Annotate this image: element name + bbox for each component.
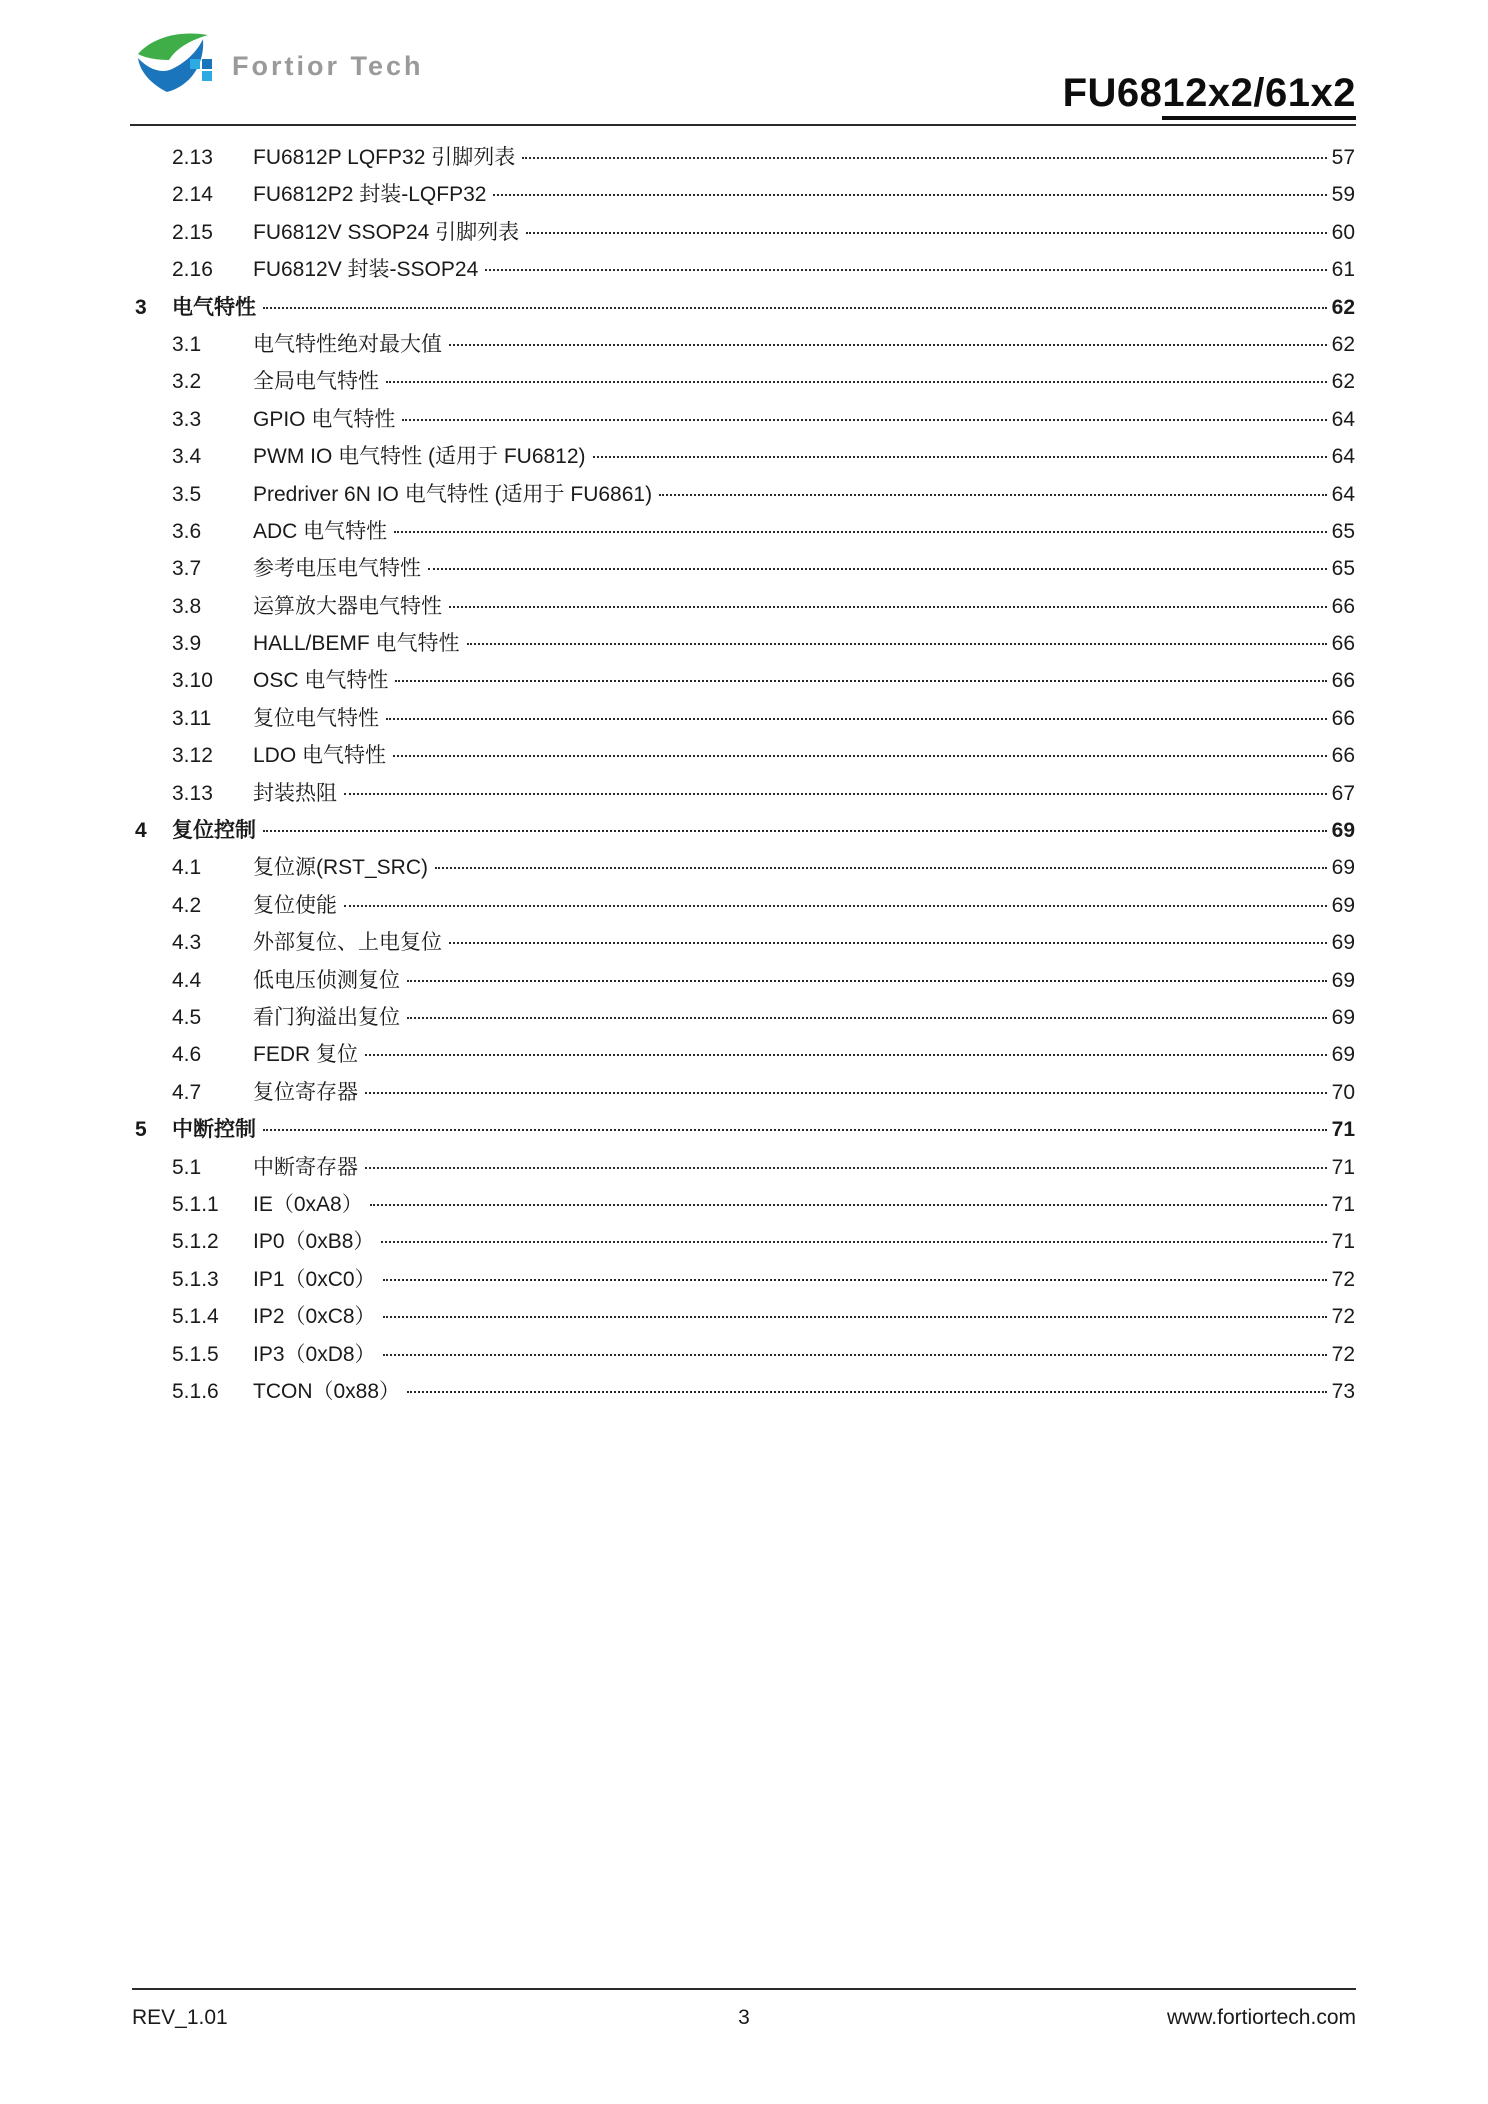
toc-row[interactable] <box>135 401 1355 438</box>
toc-entry-number: 3.4 <box>172 445 202 469</box>
toc-entry-number: 2.16 <box>172 258 213 282</box>
toc-entry-page: 62 <box>1331 370 1355 394</box>
toc-entry-number: 3.5 <box>172 482 202 506</box>
toc-dot-leader <box>449 606 1327 608</box>
toc-entry-title: 封装热阻 <box>253 781 337 805</box>
toc-row[interactable] <box>135 625 1355 662</box>
toc-entry-page: 69 <box>1331 1043 1355 1067</box>
toc-entry-number: 3.12 <box>172 744 213 768</box>
footer-website: www.fortiortech.com <box>1166 2006 1356 2029</box>
toc-entry-page: 71 <box>1331 1192 1355 1216</box>
toc-entry-page: 69 <box>1331 856 1355 880</box>
toc-entry-page: 73 <box>1331 1379 1355 1403</box>
toc-entry-page: 65 <box>1331 519 1355 543</box>
toc-entry-number: 4.6 <box>172 1043 202 1067</box>
toc-entry-title: Predriver 6N IO 电气特性 (适用于 FU6861) <box>253 482 653 506</box>
toc-dot-leader <box>485 269 1326 271</box>
toc-dot-leader <box>393 755 1327 757</box>
toc-entry-number: 3.13 <box>172 781 213 805</box>
toc-dot-leader <box>383 1316 1327 1318</box>
footer-page-number: 3 <box>738 2006 750 2029</box>
toc-entry-number: 3.2 <box>172 370 202 394</box>
toc-entry-title: FU6812P LQFP32 引脚列表 <box>253 146 516 169</box>
toc-entry-number: 4.7 <box>172 1080 202 1104</box>
toc-entry-page: 59 <box>1331 183 1355 207</box>
toc-entry-number: 5.1.6 <box>172 1379 219 1403</box>
toc-entry-number: 3.3 <box>172 407 202 431</box>
doc-title-underlined: 12x2/61x2 <box>1162 71 1356 120</box>
toc-entry-title: HALL/BEMF 电气特性 <box>253 632 460 656</box>
toc-entry-number: 5.1.5 <box>172 1342 219 1366</box>
toc-dot-leader <box>526 232 1327 234</box>
toc-entry-title: TCON（0x88） <box>253 1379 401 1403</box>
toc-entry-page: 69 <box>1331 893 1355 917</box>
toc-entry-page: 71 <box>1331 1118 1355 1142</box>
toc-dot-leader <box>263 307 1327 309</box>
toc-dot-leader <box>394 531 1326 533</box>
toc-row[interactable] <box>135 289 1355 326</box>
toc-dot-leader <box>344 905 1327 907</box>
toc-row[interactable] <box>135 1036 1355 1073</box>
toc-entry-title: 看门狗溢出复位 <box>253 1005 400 1029</box>
toc-entry-page: 66 <box>1331 632 1355 656</box>
toc-row[interactable] <box>135 999 1355 1036</box>
toc-entry-number: 3.10 <box>172 669 213 693</box>
toc-entry-number: 2.13 <box>172 146 213 169</box>
toc-entry-number: 3.9 <box>172 632 202 656</box>
toc-row[interactable] <box>135 700 1355 737</box>
fortior-logo <box>132 28 424 104</box>
toc-entry-title: FEDR 复位 <box>253 1043 358 1067</box>
toc-row[interactable] <box>135 139 1355 176</box>
toc-entry-number: 4.5 <box>172 1005 202 1029</box>
doc-title-prefix: FU68 <box>1062 71 1163 115</box>
toc-dot-leader <box>407 1391 1327 1393</box>
toc-entry-page: 69 <box>1331 1005 1355 1029</box>
toc-dot-leader <box>383 1279 1327 1281</box>
toc-row[interactable] <box>135 214 1355 251</box>
toc-row[interactable] <box>135 662 1355 699</box>
toc-row[interactable] <box>135 513 1355 550</box>
toc-entry-page: 60 <box>1331 220 1355 244</box>
toc-row[interactable] <box>135 812 1355 849</box>
toc-row[interactable] <box>135 849 1355 886</box>
table-of-contents <box>135 128 1355 1410</box>
toc-row[interactable] <box>135 1186 1355 1223</box>
toc-entry-title: 复位使能 <box>253 893 337 917</box>
toc-entry-page: 62 <box>1331 295 1355 319</box>
toc-entry-page: 71 <box>1331 1230 1355 1254</box>
toc-entry-title: IP1（0xC0） <box>253 1267 376 1291</box>
toc-dot-leader <box>593 456 1327 458</box>
toc-entry-title: LDO 电气特性 <box>253 744 387 768</box>
toc-entry-number: 3.6 <box>172 519 202 543</box>
toc-entry-page: 64 <box>1331 482 1355 506</box>
toc-entry-page: 66 <box>1331 669 1355 693</box>
toc-entry-number: 4 <box>135 819 147 843</box>
toc-dot-leader <box>263 1129 1327 1131</box>
toc-entry-number: 4.3 <box>172 931 202 955</box>
toc-entry-number: 3.8 <box>172 594 202 618</box>
toc-entry-title: 复位源(RST_SRC) <box>253 856 429 880</box>
toc-entry-page: 71 <box>1331 1155 1355 1179</box>
toc-entry-title: 复位控制 <box>172 819 256 843</box>
toc-entry-title: ADC 电气特性 <box>253 519 388 543</box>
toc-row[interactable] <box>135 737 1355 774</box>
toc-entry-page: 67 <box>1331 781 1355 805</box>
toc-entry-title: 运算放大器电气特性 <box>253 594 442 618</box>
toc-entry-page: 72 <box>1331 1305 1355 1329</box>
toc-row[interactable] <box>135 1111 1355 1148</box>
toc-entry-page: 64 <box>1331 407 1355 431</box>
toc-dot-leader <box>263 830 1327 832</box>
toc-entry-page: 69 <box>1331 819 1355 843</box>
toc-row[interactable] <box>135 887 1355 924</box>
toc-entry-number: 4.2 <box>172 893 202 917</box>
toc-row[interactable] <box>135 438 1355 475</box>
toc-dot-leader <box>395 680 1326 682</box>
toc-dot-leader <box>659 494 1327 496</box>
toc-entry-number: 3.11 <box>172 706 212 730</box>
toc-dot-leader <box>370 1204 1327 1206</box>
toc-row[interactable] <box>135 1261 1355 1298</box>
doc-title <box>1063 71 1356 116</box>
toc-dot-leader <box>386 381 1327 383</box>
toc-entry-title: 低电压侦测复位 <box>253 968 400 992</box>
page-footer <box>132 1988 1356 2030</box>
toc-entry-page: 66 <box>1331 706 1355 730</box>
toc-entry-title: GPIO 电气特性 <box>253 407 396 431</box>
toc-row[interactable] <box>135 363 1355 400</box>
toc-dot-leader <box>365 1054 1327 1056</box>
toc-entry-number: 4.1 <box>172 856 202 880</box>
toc-dot-leader <box>522 157 1326 159</box>
toc-dot-leader <box>381 1241 1326 1243</box>
toc-entry-title: IP2（0xC8） <box>253 1305 376 1329</box>
toc-row[interactable] <box>135 476 1355 513</box>
toc-dot-leader <box>344 793 1327 795</box>
toc-entry-page: 69 <box>1331 968 1355 992</box>
fortior-logo-icon <box>132 28 216 104</box>
toc-entry-title: 全局电气特性 <box>253 370 379 394</box>
toc-entry-title: IP0（0xB8） <box>253 1230 375 1254</box>
toc-row[interactable] <box>135 962 1355 999</box>
toc-entry-title: 电气特性 <box>172 295 256 319</box>
toc-dot-leader <box>449 942 1327 944</box>
toc-entry-number: 5.1.3 <box>172 1267 219 1291</box>
toc-entry-number: 5.1.1 <box>172 1192 219 1216</box>
toc-dot-leader <box>386 718 1327 720</box>
toc-row[interactable] <box>135 1223 1355 1260</box>
toc-dot-leader <box>435 867 1327 869</box>
toc-entry-number: 5 <box>135 1118 147 1142</box>
toc-dot-leader <box>428 568 1327 570</box>
toc-entry-page: 70 <box>1331 1080 1355 1104</box>
toc-entry-title: 复位寄存器 <box>253 1080 358 1104</box>
toc-entry-number: 3 <box>135 295 147 319</box>
toc-entry-page: 64 <box>1331 445 1355 469</box>
toc-row[interactable] <box>135 775 1355 812</box>
toc-dot-leader <box>467 643 1327 645</box>
toc-entry-page: 66 <box>1331 744 1355 768</box>
toc-entry-title: FU6812V 封装-SSOP24 <box>253 258 479 282</box>
toc-row[interactable] <box>135 1074 1355 1111</box>
toc-entry-page: 65 <box>1331 557 1355 581</box>
toc-row[interactable] <box>135 1373 1355 1410</box>
toc-entry-page: 62 <box>1331 332 1355 356</box>
toc-entry-page: 57 <box>1331 146 1355 169</box>
toc-entry-number: 5.1.4 <box>172 1305 219 1329</box>
toc-entry-title: 电气特性绝对最大值 <box>253 332 442 356</box>
page-header <box>130 0 1356 126</box>
toc-dot-leader <box>365 1167 1327 1169</box>
toc-entry-number: 4.4 <box>172 968 202 992</box>
toc-entry-title: 中断控制 <box>172 1118 256 1142</box>
toc-entry-number: 2.15 <box>172 220 213 244</box>
toc-row[interactable] <box>135 176 1355 213</box>
toc-row[interactable] <box>135 1298 1355 1335</box>
toc-entry-title: 中断寄存器 <box>253 1155 358 1179</box>
toc-dot-leader <box>493 194 1326 196</box>
toc-entry-title: 外部复位、上电复位 <box>253 931 442 955</box>
toc-row[interactable] <box>135 1336 1355 1373</box>
toc-entry-page: 66 <box>1331 594 1355 618</box>
toc-entry-number: 5.1 <box>172 1155 202 1179</box>
toc-entry-page: 61 <box>1331 258 1355 282</box>
toc-entry-page: 72 <box>1331 1267 1355 1291</box>
toc-row[interactable] <box>135 1149 1355 1186</box>
toc-entry-title: FU6812V SSOP24 引脚列表 <box>253 220 520 244</box>
toc-entry-title: PWM IO 电气特性 (适用于 FU6812) <box>253 445 586 469</box>
toc-entry-title: OSC 电气特性 <box>253 669 389 693</box>
toc-row[interactable] <box>135 326 1355 363</box>
toc-row[interactable] <box>135 588 1355 625</box>
toc-dot-leader <box>407 980 1327 982</box>
toc-dot-leader <box>365 1092 1327 1094</box>
toc-entry-number: 2.14 <box>172 183 213 207</box>
brand-name: Fortior Tech <box>232 50 424 81</box>
toc-entry-page: 72 <box>1331 1342 1355 1366</box>
toc-dot-leader <box>383 1354 1327 1356</box>
toc-entry-page: 69 <box>1331 931 1355 955</box>
toc-entry-title: IE（0xA8） <box>253 1192 363 1216</box>
toc-entry-number: 5.1.2 <box>172 1230 219 1254</box>
toc-entry-title: 参考电压电气特性 <box>253 557 421 581</box>
toc-entry-title: IP3（0xD8） <box>253 1342 376 1366</box>
toc-entry-title: FU6812P2 封装-LQFP32 <box>253 183 487 207</box>
toc-row[interactable] <box>135 550 1355 587</box>
toc-row[interactable] <box>135 251 1355 288</box>
toc-entry-title: 复位电气特性 <box>253 706 379 730</box>
footer-revision: REV_1.01 <box>132 2006 228 2029</box>
toc-dot-leader <box>449 344 1327 346</box>
toc-dot-leader <box>402 419 1326 421</box>
toc-row[interactable] <box>135 924 1355 961</box>
toc-dot-leader <box>407 1017 1327 1019</box>
toc-entry-number: 3.7 <box>172 557 202 581</box>
toc-entry-number: 3.1 <box>172 332 202 356</box>
